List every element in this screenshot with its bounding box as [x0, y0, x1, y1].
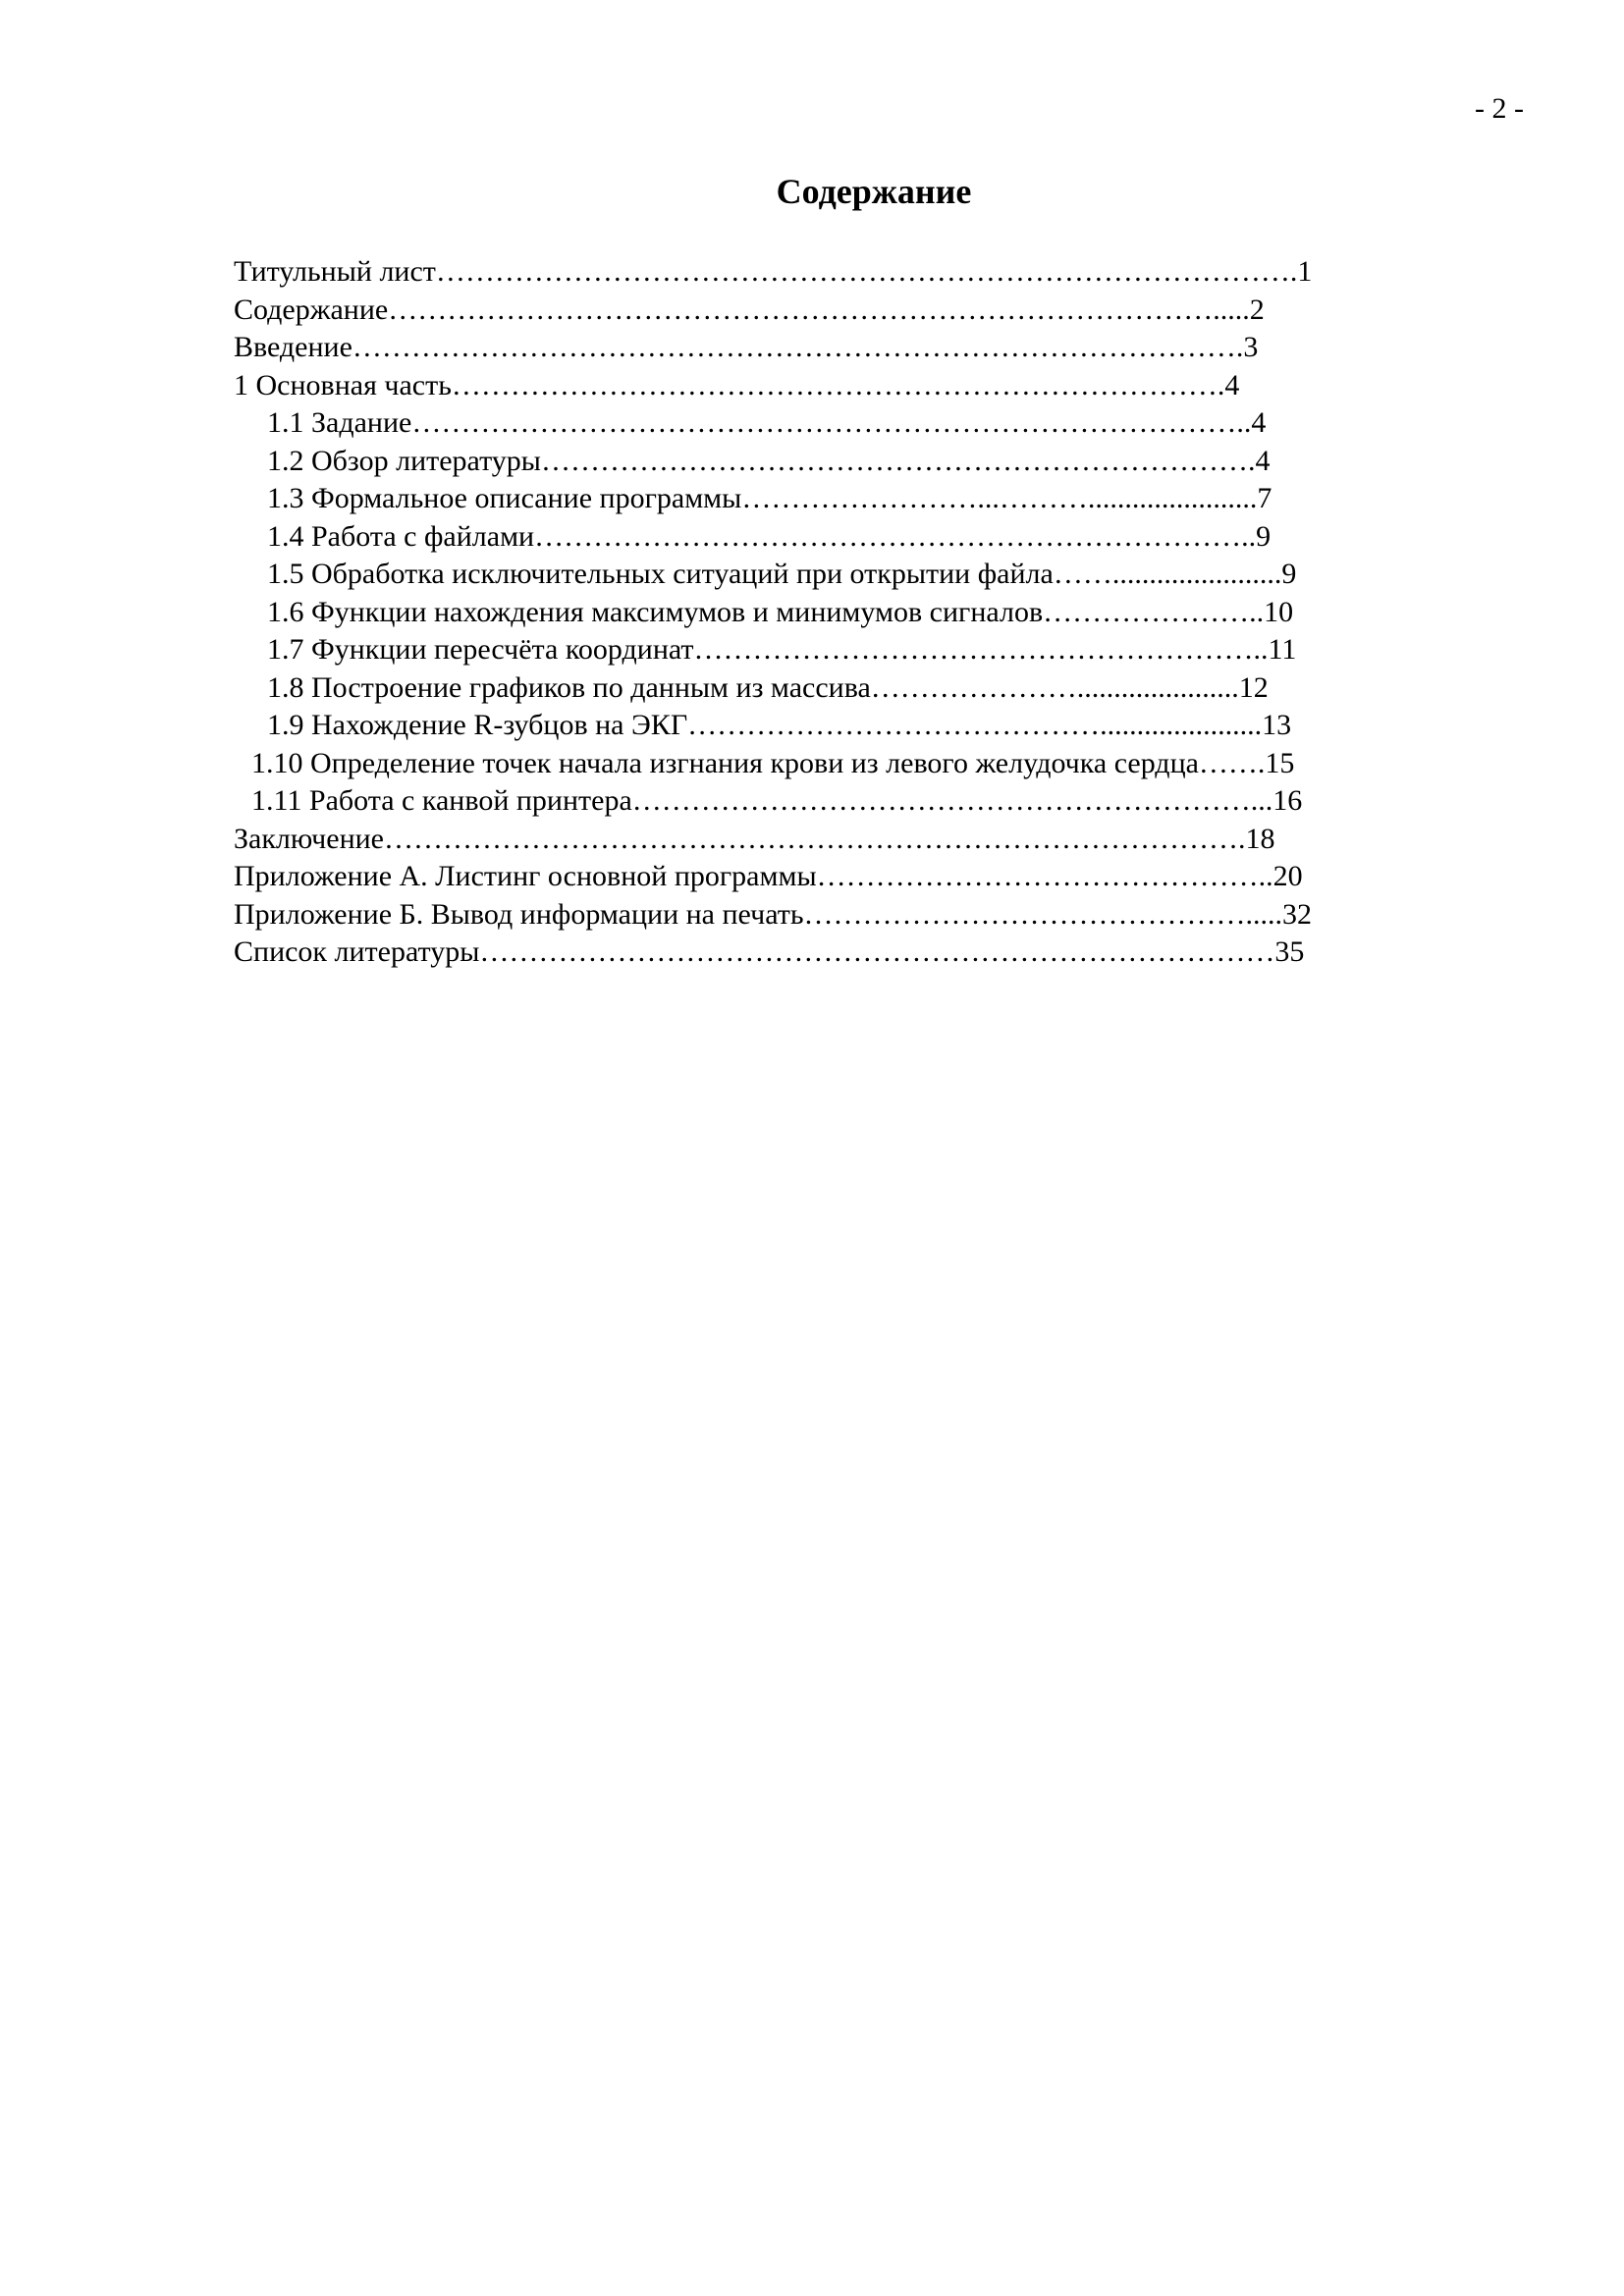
toc-entry-text: 1 Основная часть…………………………………………………………………….4 — [234, 368, 1240, 401]
page-number: - 2 - — [1475, 92, 1524, 125]
toc-entry-1-4 — [234, 518, 1471, 557]
toc-entry-1-8 — [234, 669, 1471, 708]
toc-entry-text: Приложение Б. Вывод информации на печать……………………………………….....32 — [234, 897, 1313, 931]
table-of-contents — [234, 253, 1471, 972]
toc-entry-1-5 — [234, 556, 1471, 594]
toc-entry-contents — [234, 292, 1471, 330]
toc-entry-references — [234, 934, 1471, 972]
toc-entry-text: Содержание………………………………………………………………………….....2 — [234, 293, 1265, 326]
toc-entry-text: Заключение…………………………………………………………………………….18 — [234, 822, 1275, 855]
toc-entry-text: 1.10 Определение точек начала изгнания крови из левого желудочка сердца…….15 — [251, 746, 1295, 779]
toc-entry-text: 1.6 Функции нахождения максимумов и минимумов сигналов…………………..10 — [267, 595, 1294, 628]
toc-entry-text: Приложение А. Листинг основной программы………………………………………..20 — [234, 860, 1303, 892]
toc-entry-1-6 — [234, 594, 1471, 632]
toc-entry-text: 1.4 Работа с файлами………………………………………………………………..9 — [267, 519, 1272, 553]
toc-entry-title-page — [234, 253, 1471, 292]
toc-entry-text: Список литературы………………………………………………………………………35 — [234, 935, 1305, 968]
toc-entry-1-1 — [234, 404, 1471, 443]
toc-entry-1-9 — [234, 707, 1471, 745]
toc-entry-1-10 — [234, 745, 1471, 783]
toc-entry-main-part — [234, 367, 1471, 405]
toc-entry-text: 1.11 Работа с канвой принтера………………………………………………………...16 — [251, 784, 1303, 817]
toc-entry-1-11 — [234, 782, 1471, 821]
toc-entry-1-2 — [234, 443, 1471, 481]
toc-entry-introduction — [234, 329, 1471, 367]
toc-entry-text: Введение……………………………………………………………………………….3 — [234, 331, 1259, 363]
document-title: Содержание — [776, 172, 972, 211]
toc-entry-1-3 — [234, 480, 1471, 518]
toc-entry-text: 1.9 Нахождение R-зубцов на ЭКГ……………………………………......................13 — [267, 709, 1292, 741]
toc-entry-text: 1.1 Задание…………………………………………………………………………..4 — [267, 406, 1267, 439]
toc-entry-text: 1.5 Обработка исключительных ситуаций при открытии файла…….......................9 — [267, 558, 1297, 590]
toc-entry-1-7 — [234, 631, 1471, 669]
toc-entry-appendix-b — [234, 896, 1471, 934]
toc-entry-text: 1.7 Функции пересчёта координат…………………………………………………..11 — [267, 633, 1297, 666]
toc-entry-text: Титульный лист…………………………………………………………………………….1 — [234, 255, 1313, 288]
toc-entry-text: 1.2 Обзор литературы……………………………………………………………….4 — [267, 444, 1271, 477]
toc-entry-conclusion — [234, 821, 1471, 859]
toc-entry-appendix-a — [234, 858, 1471, 896]
toc-entry-text: 1.3 Формальное описание программы……………………...……….......................7 — [267, 482, 1272, 514]
toc-entry-text: 1.8 Построение графиков по данным из массива…………………......................12 — [267, 670, 1269, 704]
